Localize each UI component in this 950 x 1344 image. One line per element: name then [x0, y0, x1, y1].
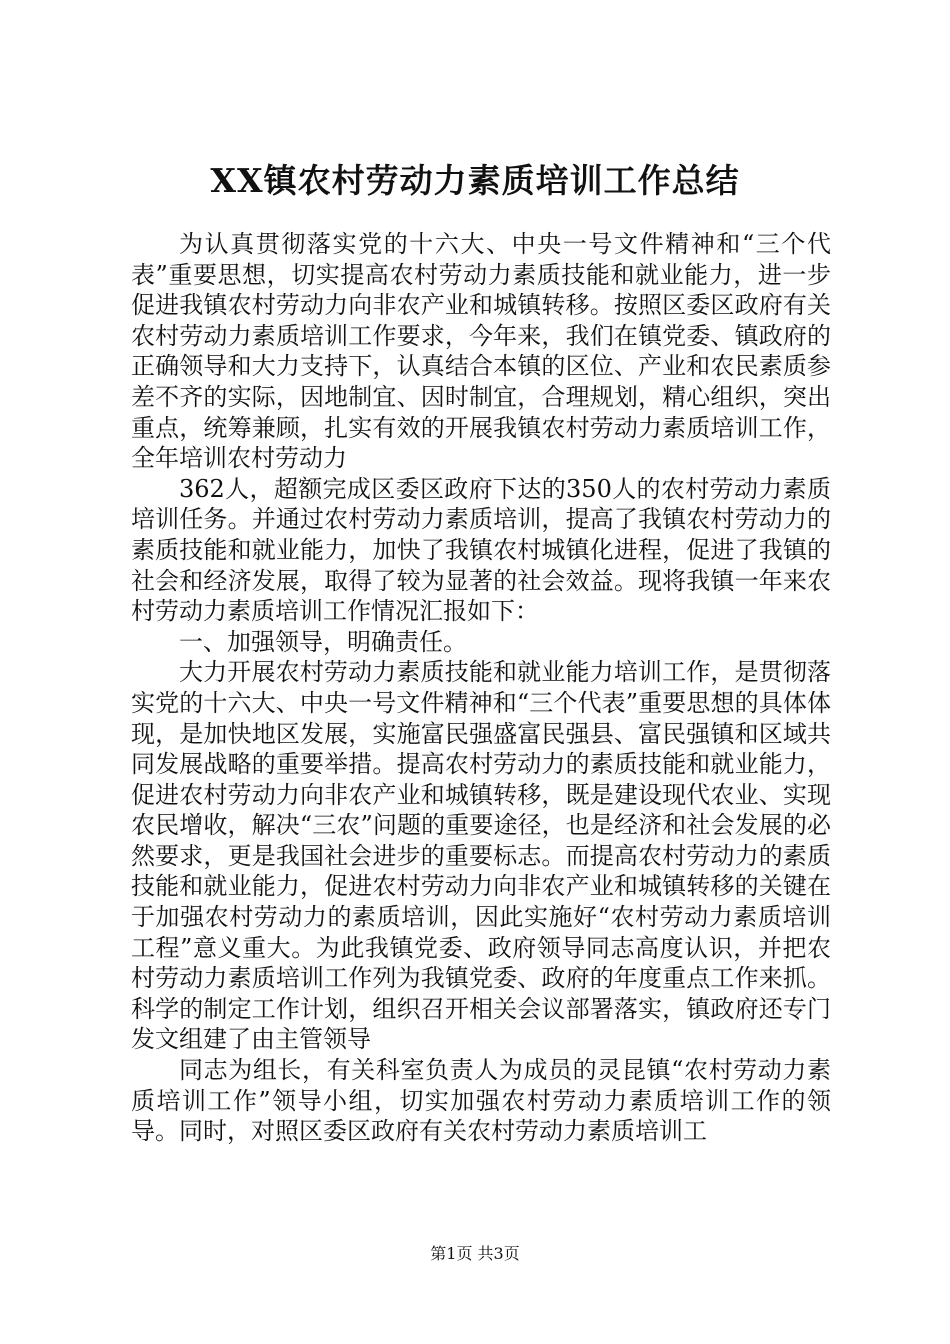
- paragraph-intro: 为认真贯彻落实党的十六大、中央一号文件精神和“三个代表”重要思想，切实提高农村劳动力素质技能和就业能力，进一步促进我镇农村劳动力向非农产业和城镇转移。按照区委区政府有关农村劳动力素质培训工作要求，今年来，我们在镇党委、镇政府的正确领导和大力支持下，认真结合本镇的区位、产业和农民素质参差不齐的实际，因地制宜、因时制宜，合理规划，精心组织，突出重点，统筹兼顾，扎实有效的开展我镇农村劳动力素质培训工作，全年培训农村劳动力: [131, 230, 831, 473]
- section-heading-leadership: 一、加强领导，明确责任。: [179, 627, 467, 656]
- paragraph-leadership: 大力开展农村劳动力素质技能和就业能力培训工作，是贯彻落实党的十六大、中央一号文件精神和“三个代表”重要思想的具体体现，是加快地区发展，实施富民强盛富民强县、富民强镇和区域共同发展战略的重要举措。提高农村劳动力的素质技能和就业能力，促进农村劳动力向非农产业和城镇转移，既是建设现代农业、实现农民增收，解决“三农”问题的重要途径，也是经济和社会发展的必然要求，更是我国社会进步的重要标志。而提高农村劳动力的素质技能和就业能力，促进农村劳动力向非农产业和城镇转移的关键在于加强农村劳动力的素质培训，因此实施好“农村劳动力素质培训工程”意义重大。为此我镇党委、政府领导同志高度认识，并把农村劳动力素质培训工作列为我镇党委、政府的年度重点工作来抓。科学的制定工作计划，组织召开相关会议部署落实，镇政府还专门发文组建了由主管领导: [131, 658, 831, 1054]
- paragraph-leadership-group: 同志为组长，有关科室负责人为成员的灵昆镇“农村劳动力素质培训工作”领导小组，切实加强农村劳动力素质培训工作的领导。同时，对照区委区政府有关农村劳动力素质培训工: [131, 1056, 831, 1146]
- page-number-footer: 第1页 共3页: [430, 1244, 520, 1263]
- paragraph-training-result: 362人，超额完成区委区政府下达的350人的农村劳动力素质培训任务。并通过农村劳动力素质培训，提高了我镇农村劳动力的素质技能和就业能力，加快了我镇农村城镇化进程，促进了我镇的社会和经济发展，取得了较为显著的社会效益。现将我镇一年来农村劳动力素质培训工作情况汇报如下：: [131, 474, 831, 626]
- document-body: [131, 229, 831, 1147]
- document-title: XX镇农村劳动力素质培训工作总结: [210, 161, 740, 200]
